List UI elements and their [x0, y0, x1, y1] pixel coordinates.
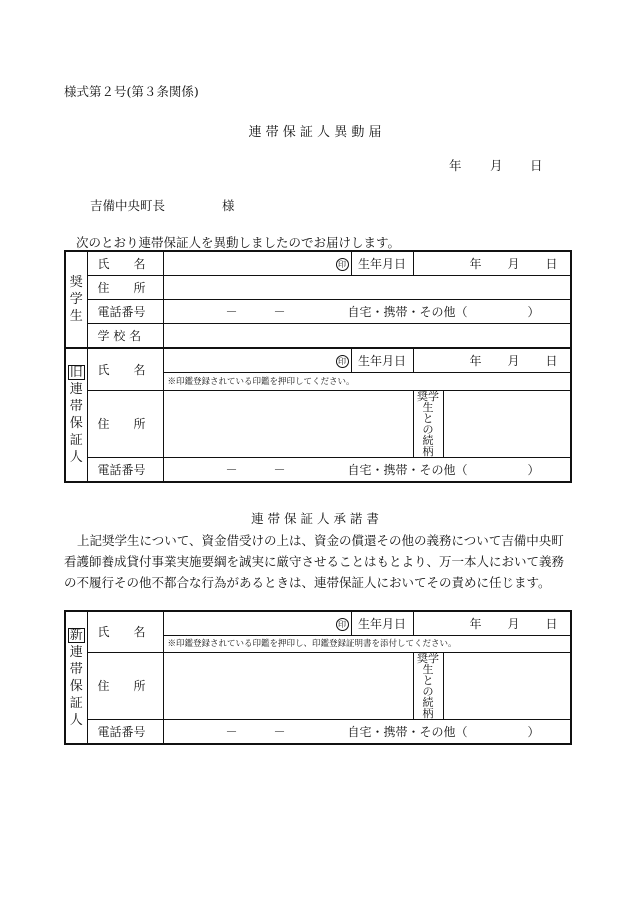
student-address-field[interactable] [163, 276, 571, 300]
seal-icon: 印 [336, 618, 349, 631]
new-box-char: 新 [69, 627, 83, 643]
new-birth-label: 生年月日 [351, 611, 413, 636]
consent-body: 上記奨学生について、資金借受けの上は、資金の償還その他の義務について吉備中央町看護師養成貸付事業実施要綱を誠実に厳守させることはもとより、万一本人において義務の不履行その他不都合な行為があるときは、連帯保証人においてその責めに任じます。 [64, 533, 565, 590]
phone-dash: － － [225, 462, 286, 477]
phone-type: 自宅・携帯・その他（ ） [347, 462, 540, 477]
old-seal-note: ※印鑑登録されている印鑑を押印してください。 [163, 373, 571, 391]
form-number: 様式第２号(第３条関係) [64, 84, 199, 99]
student-name-field[interactable] [163, 251, 351, 276]
new-address-field[interactable] [163, 653, 413, 720]
new-name-label: 氏 名 [87, 611, 163, 653]
intro-text: 次のとおり連帯保証人を異動しましたのでお届けします。 [76, 235, 401, 250]
student-name-label: 氏 名 [87, 251, 163, 276]
new-phone-field[interactable] [163, 720, 571, 745]
birth-year-label: 年 [469, 353, 482, 368]
old-name-field[interactable] [163, 348, 351, 373]
date-day: 日 [530, 158, 543, 173]
old-birth-field[interactable] [413, 348, 571, 373]
student-birth-field[interactable] [413, 251, 571, 276]
page-title: 連 帯 保 証 人 異 動 届 [248, 125, 382, 140]
phone-dash: － － [225, 304, 286, 319]
old-guarantor-section-label [65, 348, 87, 482]
phone-dash: － － [225, 724, 286, 739]
birth-day-label: 日 [545, 256, 558, 271]
birth-month-label: 月 [507, 616, 520, 631]
addressee-honorific: 様 [222, 198, 235, 213]
old-guarantor-vertical-label: 連 帯 保 証 人 [69, 382, 83, 465]
birth-year-label: 年 [469, 616, 482, 631]
new-relation-field[interactable] [443, 653, 571, 720]
consent-title: 連 帯 保 証 人 承 諾 書 [251, 511, 379, 526]
old-name-label: 氏 名 [87, 348, 163, 391]
change-table [64, 250, 572, 483]
birth-month-label: 月 [507, 256, 520, 271]
addressee-name: 吉備中央町長 [90, 198, 166, 213]
student-address-label: 住 所 [87, 276, 163, 300]
date-month: 月 [490, 158, 503, 173]
student-school-label: 学 校 名 [87, 324, 163, 349]
new-relation-label: 奨学生 と の 続 柄 [413, 653, 443, 720]
student-school-field[interactable] [163, 324, 571, 349]
birth-month-label: 月 [507, 353, 520, 368]
birth-day-label: 日 [545, 353, 558, 368]
old-phone-label: 電話番号 [87, 458, 163, 483]
new-name-field[interactable] [163, 611, 351, 636]
student-section-label: 奨 学 生 [65, 251, 87, 348]
new-guarantor-table [64, 610, 572, 745]
phone-type: 自宅・携帯・その他（ ） [347, 304, 540, 319]
birth-year-label: 年 [469, 256, 482, 271]
student-birth-label: 生年月日 [351, 251, 413, 276]
old-phone-field[interactable] [163, 458, 571, 483]
new-phone-label: 電話番号 [87, 720, 163, 745]
old-relation-field[interactable] [443, 391, 571, 458]
new-guarantor-vertical-label: 連 帯 保 証 人 [69, 644, 83, 728]
old-box-char: 旧 [69, 365, 83, 380]
new-guarantor-section-label [65, 611, 87, 744]
new-birth-field[interactable] [413, 611, 571, 636]
old-birth-label: 生年月日 [351, 348, 413, 373]
seal-icon: 印 [336, 355, 349, 368]
seal-icon: 印 [336, 258, 349, 271]
old-relation-label: 奨学生 と の 続 柄 [413, 391, 443, 458]
old-address-label: 住 所 [87, 391, 163, 458]
student-phone-field[interactable] [163, 300, 571, 324]
new-seal-note: ※印鑑登録されている印鑑を押印し、印鑑登録証明書を添付してください。 [163, 636, 571, 653]
date-year: 年 [449, 158, 462, 173]
new-address-label: 住 所 [87, 653, 163, 720]
student-phone-label: 電話番号 [87, 300, 163, 324]
old-address-field[interactable] [163, 391, 413, 458]
phone-type: 自宅・携帯・その他（ ） [347, 724, 540, 739]
birth-day-label: 日 [545, 616, 558, 631]
